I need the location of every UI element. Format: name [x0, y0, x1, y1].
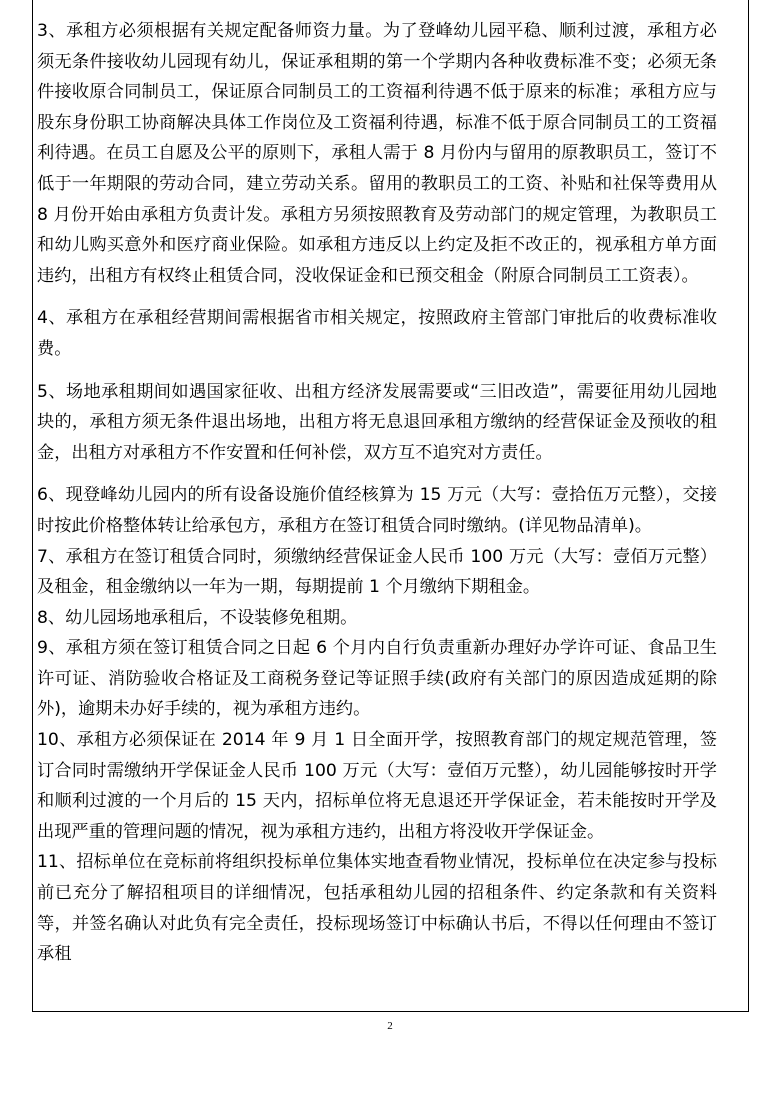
clause-6: 6、现登峰幼儿园内的所有设备设施价值经核算为 15 万元（大写：壹拾伍万元整），交接时按此价格整体转让给承包方，承租方在签订租赁合同时缴纳。(详见物品清单)。 [37, 485, 717, 536]
clause-9: 9、承租方须在签订租赁合同之日起 6 个月内自行负责重新办理好办学许可证、食品卫生许可证、消防验收合格证及工商税务登记等证照手续(政府有关部门的原因造成延期的除外)，逾期未办好手续的，视为承租方违约。 [37, 638, 717, 720]
paragraph-gap [37, 291, 717, 303]
document-frame [32, 0, 749, 1012]
clause-3: 3、承租方必须根据有关规定配备师资力量。为了登峰幼儿园平稳、顺利过渡，承租方必须无条件接收幼儿园现有幼儿，保证承租期的第一个学期内各种收费标准不变；必须无条件接收原合同制员工，保证原合同制员工的工资福利待遇不低于原来的标准；承租方应与股东身份职工协商解决具体工作岗位及工资福利待遇，标准不低于原合同制员工的工资福利待遇。在员工自愿及公平的原则下，承租人需于 8 月份内与留用的原教职员工，签订不低于一年期限的劳动合同，建立劳动关系。留用的教职员工的工资、补贴和社保等费用从 8 月份开始由承租方负责计发。承租方另须按照教育及劳动部门的规定管理，为教职员工和幼儿购买意外和医疗商业保险。如承租方违反以上约定及拒不改正的，视承租方单方面违约，出租方有权终止租赁合同，没收保证金和已预交租金（附原合同制员工工资表）。 [37, 21, 717, 286]
clause-10: 10、承租方必须保证在 2014 年 9 月 1 日全面开学，按照教育部门的规定规范管理，签订合同时需缴纳开学保证金人民币 100 万元（大写：壹佰万元整），幼儿园能够按时开学和顺利过渡的一个月后的 15 天内，招标单位将无息退还开学保证金，若未能按时开学及出现严重的管理问题的情况，视为承租方违约，出租方将没收开学保证金。 [37, 730, 717, 842]
page-number: 2 [387, 1020, 393, 1032]
clause-8: 8、幼儿园场地承租后，不设装修免租期。 [37, 607, 358, 628]
paragraph-gap [37, 365, 717, 377]
clause-11: 11、招标单位在竞标前将组织投标单位集体实地查看物业情况，投标单位在决定参与投标前已充分了解招租项目的详细情况，包括承租幼儿园的招租条件、约定条款和有关资料等，并签名确认对此负有完全责任，投标现场签订中标确认书后，不得以任何理由不签订承租 [37, 852, 717, 965]
clause-4: 4、承租方在承租经营期间需根据省市相关规定，按照政府主管部门审批后的收费标准收费。 [37, 308, 717, 359]
clause-7: 7、承租方在签订租赁合同时，须缴纳经营保证金人民币 100 万元（大写：壹佰万元整）及租金，租金缴纳以一年为一期，每期提前 1 个月缴纳下期租金。 [37, 546, 717, 598]
clause-5: 5、场地承租期间如遇国家征收、出租方经济发展需要或“三旧改造”，需要征用幼儿园地块的，承租方须无条件退出场地，出租方将无息退回承租方缴纳的经营保证金及预收的租金，出租方对承租方不作安置和任何补偿，双方互不追究对方责任。 [37, 381, 717, 463]
document-body [33, 16, 717, 970]
paragraph-gap [37, 468, 717, 480]
